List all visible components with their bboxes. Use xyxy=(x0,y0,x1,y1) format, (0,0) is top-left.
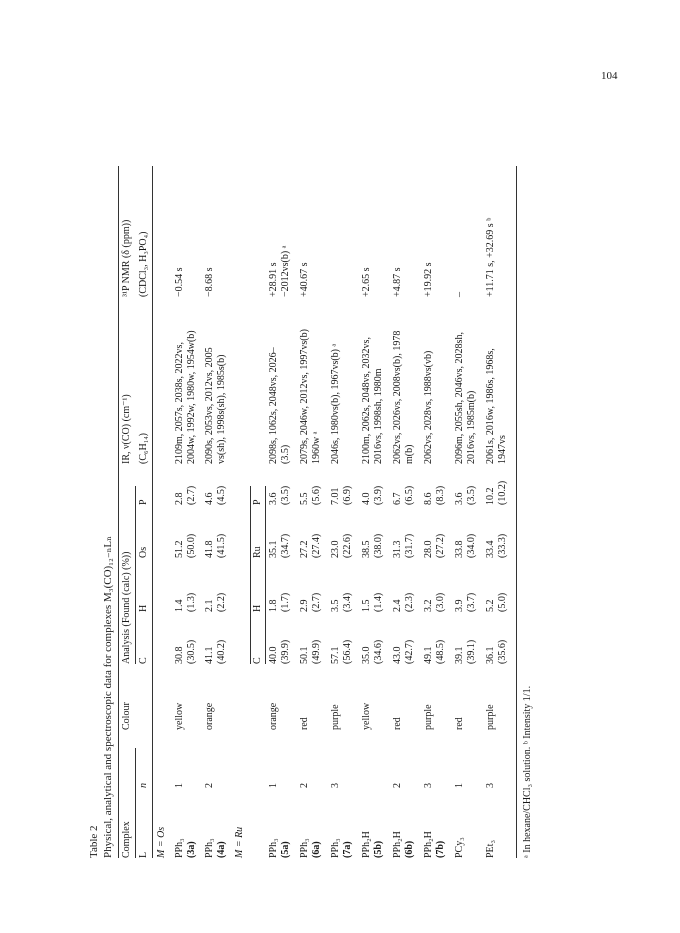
cell-ir-cont: vs(sh), 1998s(sh), 1985s(b) xyxy=(216,354,227,464)
cell-H: 1.8 xyxy=(268,599,279,612)
section-ru: M = Ru xyxy=(234,826,245,858)
cell-nmr: −0.54 s xyxy=(174,267,185,297)
cell-H-calc: (2.3) xyxy=(404,592,415,612)
cell-H-calc: (1.7) xyxy=(280,592,291,612)
cell-H-calc: (1.3) xyxy=(186,592,197,612)
cell-P: 6.7 xyxy=(392,492,403,505)
cell-H-calc: (2.2) xyxy=(216,592,227,612)
cell-P: 10.2 xyxy=(485,487,496,505)
cell-H: 1.5 xyxy=(361,599,372,612)
cell-L: PPh₂H xyxy=(423,831,434,858)
header-Os: Os xyxy=(138,546,149,558)
header-L: L xyxy=(138,851,149,858)
header-colour: Colour xyxy=(121,702,132,730)
cell-nmr: +4.87 s xyxy=(392,267,403,297)
cell-id: (6b) xyxy=(404,840,415,858)
cell-M-calc: (31.7) xyxy=(404,533,415,558)
cell-P-calc: (4.5) xyxy=(216,485,227,505)
cell-H-calc: (1.4) xyxy=(373,592,384,612)
header-nmr-solvent: (CDCl₃, H₃PO₄) xyxy=(138,231,149,297)
cell-n: 1 xyxy=(174,783,185,788)
cell-id: (5a) xyxy=(280,841,291,858)
section-os: M = Os xyxy=(156,826,167,858)
cell-ir: 2062vs, 2026vs, 2008vs(b), 1978 xyxy=(392,330,403,464)
header-analysis: Analysis (Found (calc) (%)) xyxy=(121,551,132,664)
cell-nmr: +19.92 s xyxy=(423,262,434,297)
cell-M: 33.4 xyxy=(485,540,496,558)
cell-C: 36.1 xyxy=(485,646,496,664)
cell-P-calc: (6.5) xyxy=(404,485,415,505)
cell-ir: 2090s, 2053vs, 2012vs, 2005 xyxy=(204,347,215,464)
rule-ru-top xyxy=(250,486,251,664)
cell-P: 4.6 xyxy=(204,492,215,505)
ru-header-P: P xyxy=(252,499,263,505)
cell-ir-cont: m(b) xyxy=(404,444,415,464)
cell-ir-cont: (3.5) xyxy=(280,444,291,464)
cell-colour: orange xyxy=(204,702,215,730)
rule-header xyxy=(152,166,153,858)
cell-colour: red xyxy=(454,717,465,730)
rule-ru-bottom xyxy=(265,486,266,664)
cell-C-calc: (35.6) xyxy=(497,639,508,664)
cell-M-calc: (33.3) xyxy=(497,533,508,558)
cell-L: PPh₃ xyxy=(330,838,341,858)
cell-C-calc: (34.6) xyxy=(373,639,384,664)
cell-colour: orange xyxy=(268,702,279,730)
header-H: H xyxy=(138,604,149,612)
cell-n: 3 xyxy=(423,783,434,788)
cell-M-calc: (34.7) xyxy=(280,533,291,558)
cell-n: 2 xyxy=(392,783,403,788)
header-ir-solvent: (C₆H₁₄) xyxy=(138,432,149,464)
cell-ir: 2079s, 2046w, 2012vs, 1997vs(b) xyxy=(299,329,310,464)
cell-n: 3 xyxy=(485,783,496,788)
cell-M: 23.0 xyxy=(330,540,341,558)
cell-n: 1 xyxy=(268,783,279,788)
cell-ir-cont: 2016vs, 1998sh, 1980m xyxy=(373,368,384,464)
header-P: P xyxy=(138,499,149,505)
cell-M-calc: (38.0) xyxy=(373,533,384,558)
cell-M: 27.2 xyxy=(299,540,310,558)
cell-id: (7b) xyxy=(435,840,446,858)
cell-P: 7.01 xyxy=(330,487,341,505)
cell-M-calc: (34.0) xyxy=(466,533,477,558)
cell-colour: yellow xyxy=(174,702,185,730)
cell-id: (4a) xyxy=(216,841,227,858)
cell-ir-cont: 2004w, 1992w, 1980w, 1954w(b) xyxy=(186,330,197,464)
cell-L: PPh₃ xyxy=(299,838,310,858)
cell-P: 2.8 xyxy=(174,492,185,505)
cell-H: 2.1 xyxy=(204,599,215,612)
cell-P-calc: (3.5) xyxy=(466,485,477,505)
rule-analysis xyxy=(135,486,136,664)
cell-M: 51.2 xyxy=(174,540,185,558)
page-number: 104 xyxy=(601,70,618,82)
cell-colour: red xyxy=(299,717,310,730)
cell-C-calc: (49.9) xyxy=(311,639,322,664)
cell-ir: 2098s, 1062s, 2048vs, 2026– xyxy=(268,347,279,464)
cell-H: 2.4 xyxy=(392,599,403,612)
cell-id: (5b) xyxy=(373,840,384,858)
cell-ir: 2109m, 2057s, 2038s, 2022vs, xyxy=(174,342,185,464)
rule-bottom xyxy=(516,166,517,858)
cell-P: 4.0 xyxy=(361,492,372,505)
cell-C: 40.0 xyxy=(268,646,279,664)
cell-C-calc: (48.5) xyxy=(435,639,446,664)
cell-C-calc: (39.1) xyxy=(466,639,477,664)
cell-H: 1.4 xyxy=(174,599,185,612)
cell-H: 3.9 xyxy=(454,599,465,612)
cell-P-calc: (8.3) xyxy=(435,485,446,505)
cell-H-calc: (5.0) xyxy=(497,592,508,612)
cell-M: 31.3 xyxy=(392,540,403,558)
cell-L: PPh₃ xyxy=(174,838,185,858)
cell-C-calc: (42.7) xyxy=(404,639,415,664)
cell-M-calc: (50.0) xyxy=(186,533,197,558)
cell-C: 49.1 xyxy=(423,646,434,664)
cell-M: 28.0 xyxy=(423,540,434,558)
cell-C: 57.1 xyxy=(330,646,341,664)
cell-H-calc: (3.0) xyxy=(435,592,446,612)
cell-C: 35.0 xyxy=(361,646,372,664)
cell-P-calc: (10.2) xyxy=(497,480,508,505)
header-n: n xyxy=(138,783,149,788)
cell-C: 30.8 xyxy=(174,646,185,664)
table-label: Table 2 xyxy=(88,825,100,858)
cell-ir-cont: 1947vs xyxy=(497,435,508,464)
cell-colour: red xyxy=(392,717,403,730)
ru-header-Ru: Ru xyxy=(252,546,263,558)
cell-id: (7a) xyxy=(342,841,353,858)
cell-n: 2 xyxy=(299,783,310,788)
cell-ir: 2046s, 1980vs(b), 1967vs(b) ᵃ xyxy=(330,343,341,464)
cell-nmr: – xyxy=(454,292,465,297)
cell-P: 5.5 xyxy=(299,492,310,505)
ru-header-H: H xyxy=(252,604,263,612)
cell-P-calc: (3.9) xyxy=(373,485,384,505)
cell-n: 3 xyxy=(330,783,341,788)
cell-H: 3.2 xyxy=(423,599,434,612)
cell-H-calc: (3.7) xyxy=(466,592,477,612)
cell-ir: 2062vs, 2028vs, 1988vs(vb) xyxy=(423,350,434,464)
header-C: C xyxy=(138,657,149,664)
cell-L: PEt₃ xyxy=(485,840,496,858)
cell-M-calc: (27.2) xyxy=(435,533,446,558)
cell-L: PPh₂H xyxy=(361,831,372,858)
cell-nmr: +2.65 s xyxy=(361,267,372,297)
cell-L: PPh₂H xyxy=(392,831,403,858)
cell-C: 41.1 xyxy=(204,646,215,664)
cell-C-calc: (39.9) xyxy=(280,639,291,664)
cell-M: 35.1 xyxy=(268,540,279,558)
cell-P-calc: (3.5) xyxy=(280,485,291,505)
header-complex: Complex xyxy=(121,821,132,858)
cell-colour: purple xyxy=(423,704,434,730)
cell-L: PPh₃ xyxy=(204,838,215,858)
cell-P: 8.6 xyxy=(423,492,434,505)
cell-L: PCy₃ xyxy=(454,837,465,858)
cell-M-calc: (27.4) xyxy=(311,533,322,558)
cell-n: 2 xyxy=(204,783,215,788)
rule-complex xyxy=(135,748,136,858)
cell-id: (6a) xyxy=(311,841,322,858)
cell-M: 41.8 xyxy=(204,540,215,558)
cell-C: 43.0 xyxy=(392,646,403,664)
ru-header-C: C xyxy=(252,657,263,664)
cell-L: PPh₃ xyxy=(268,838,279,858)
cell-ir-cont: 2016vs, 1985m(b) xyxy=(466,390,477,464)
table-footnote: ᵃ In hexane/CHCl₃ solution. ᵇ Intensity 1/1. xyxy=(522,685,533,858)
cell-H-calc: (3.4) xyxy=(342,592,353,612)
cell-nmr: +28.91 s xyxy=(268,262,279,297)
cell-P-calc: (2.7) xyxy=(186,485,197,505)
cell-nmr: −8.68 s xyxy=(204,267,215,297)
cell-P: 3.6 xyxy=(454,492,465,505)
cell-ir-cont: 1960w ᵃ xyxy=(311,431,322,464)
cell-M: 38.5 xyxy=(361,540,372,558)
table-caption: Physical, analytical and spectroscopic data for complexes M₃(CO)₁₂₋ₙLₙ xyxy=(102,536,114,858)
header-ir: IR, ν(CO) (cm⁻¹) xyxy=(121,394,132,464)
cell-id: (3a) xyxy=(186,841,197,858)
header-nmr: ³¹P NMR (δ (ppm)) xyxy=(121,219,132,297)
cell-C-calc: (56.4) xyxy=(342,639,353,664)
cell-colour: purple xyxy=(485,704,496,730)
cell-P-calc: (6.9) xyxy=(342,485,353,505)
cell-nmr-cont: −2012vs(b) ᵃ xyxy=(280,245,291,297)
cell-M-calc: (22.6) xyxy=(342,533,353,558)
cell-n: 1 xyxy=(454,783,465,788)
cell-nmr: +11.71 s, +32.69 s ᵇ xyxy=(485,217,496,297)
cell-P: 3.6 xyxy=(268,492,279,505)
cell-H: 2.9 xyxy=(299,599,310,612)
cell-colour: yellow xyxy=(361,702,372,730)
cell-M-calc: (41.5) xyxy=(216,533,227,558)
cell-nmr: +40.67 s xyxy=(299,262,310,297)
cell-C: 50.1 xyxy=(299,646,310,664)
cell-ir: 2100m, 2062s, 2048vs, 2032vs, xyxy=(361,337,372,464)
cell-P-calc: (5.6) xyxy=(311,485,322,505)
cell-C-calc: (30.5) xyxy=(186,639,197,664)
rule-top xyxy=(118,166,119,858)
cell-C: 39.1 xyxy=(454,646,465,664)
rotated-table-page xyxy=(88,108,603,858)
cell-ir: 2096m, 2055sh, 2046vs, 2028sh, xyxy=(454,332,465,464)
cell-H: 5.2 xyxy=(485,599,496,612)
cell-ir: 2061s, 2016w, 1986s, 1968s, xyxy=(485,348,496,464)
cell-M: 33.8 xyxy=(454,540,465,558)
cell-C-calc: (40.2) xyxy=(216,639,227,664)
cell-H-calc: (2.7) xyxy=(311,592,322,612)
cell-H: 3.5 xyxy=(330,599,341,612)
cell-colour: purple xyxy=(330,704,341,730)
